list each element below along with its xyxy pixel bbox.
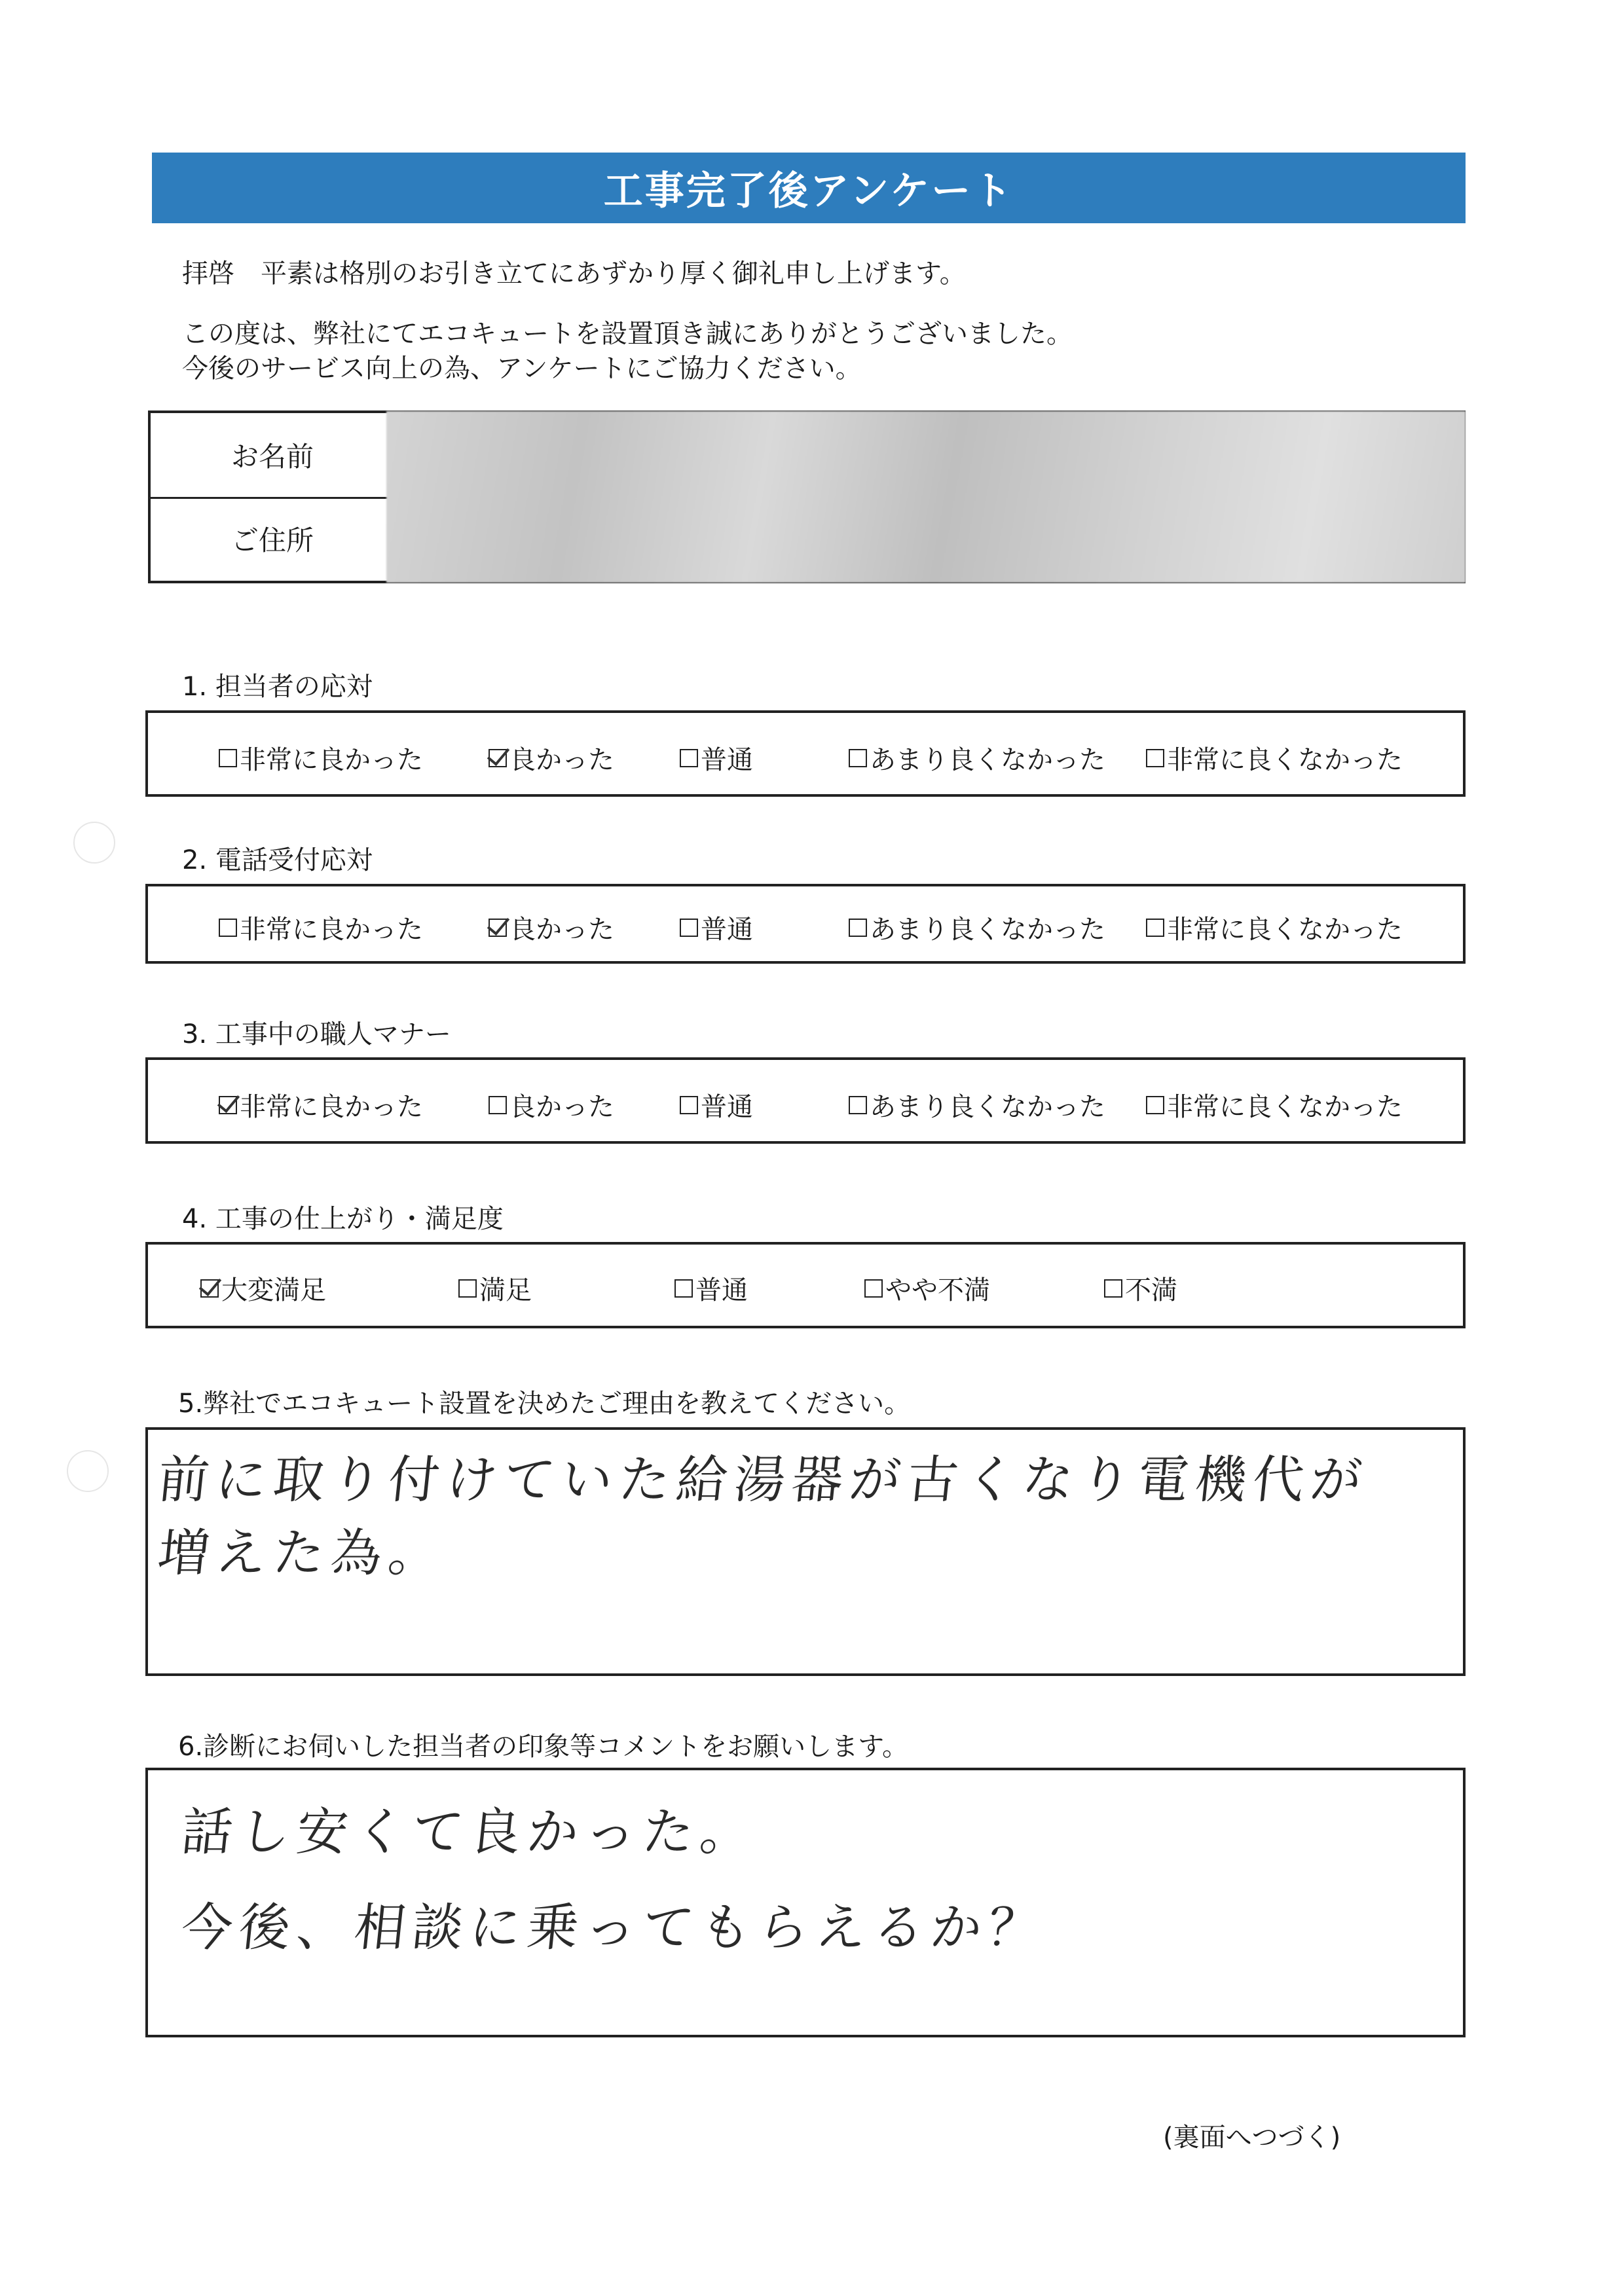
q6-label: 6.診断にお伺いした担当者の印象等コメントをお願いします。 [178, 1732, 908, 1762]
checkbox[interactable] [849, 919, 867, 937]
checkbox[interactable] [849, 1096, 867, 1114]
q1-option-2[interactable]: 良かった [489, 739, 614, 776]
q2-option-3[interactable]: 普通 [680, 909, 753, 946]
checkbox[interactable] [864, 1279, 883, 1298]
q3-option-2[interactable]: 良かった [489, 1086, 614, 1123]
checkbox[interactable] [219, 749, 237, 767]
checkbox-checked[interactable] [489, 749, 507, 767]
checkbox[interactable] [489, 1096, 507, 1114]
q5-handwritten-line-1: 前に取り付けていた給湯器が古くなり電機代が [155, 1451, 1372, 1510]
scan-artifact [67, 1450, 109, 1492]
address-label: ご住所 [151, 497, 396, 581]
intro-line-1: この度は、弊社にてエコキュートを設置頂き誠にありがとうございました。 [182, 319, 1073, 349]
q3-option-5[interactable]: 非常に良くなかった [1146, 1086, 1403, 1123]
checkbox[interactable] [680, 919, 698, 937]
q5-answer-box[interactable] [145, 1427, 1466, 1676]
checkbox[interactable] [1146, 919, 1164, 937]
q3-option-3[interactable]: 普通 [680, 1086, 753, 1123]
q3-label: 3. 工事中の職人マナー [182, 1019, 451, 1049]
q6-handwritten-line-2: 今後、相談に乗ってもらえるか？ [178, 1899, 1050, 1958]
q4-option-2[interactable]: 満足 [458, 1269, 532, 1307]
q1-label: 1. 担当者の応対 [182, 672, 373, 702]
continued-on-back-note: (裏面へつづく) [1163, 2123, 1341, 2153]
checkbox[interactable] [219, 919, 237, 937]
q2-label: 2. 電話受付応対 [182, 845, 373, 875]
q4-option-5[interactable]: 不満 [1104, 1269, 1177, 1307]
intro-line-2: 今後のサービス向上の為、アンケートにご協力ください。 [182, 354, 862, 384]
q3-options-box [145, 1057, 1466, 1144]
q4-label: 4. 工事の仕上がり・満足度 [182, 1204, 504, 1234]
q1-option-5[interactable]: 非常に良くなかった [1146, 739, 1403, 776]
greeting-text: 拝啓 平素は格別のお引き立てにあずかり厚く御礼申し上げます。 [182, 259, 966, 289]
page-title: 工事完了後アンケート [152, 153, 1466, 223]
q1-options-box [145, 710, 1466, 797]
q2-option-2[interactable]: 良かった [489, 909, 614, 946]
q1-option-4[interactable]: あまり良くなかった [849, 739, 1105, 776]
checkbox[interactable] [674, 1279, 693, 1298]
checkbox-checked[interactable] [489, 919, 507, 937]
q2-option-5[interactable]: 非常に良くなかった [1146, 909, 1403, 946]
q4-option-3[interactable]: 普通 [674, 1269, 748, 1307]
checkbox[interactable] [1104, 1279, 1122, 1298]
q4-option-4[interactable]: やや不満 [864, 1269, 990, 1307]
checkbox-checked[interactable] [200, 1279, 219, 1298]
checkbox[interactable] [680, 1096, 698, 1114]
q1-option-1[interactable]: 非常に良かった [219, 739, 423, 776]
scan-artifact [73, 822, 115, 864]
q5-handwritten-line-2: 増えた為。 [155, 1524, 450, 1583]
redacted-personal-info [386, 411, 1466, 583]
checkbox[interactable] [458, 1279, 477, 1298]
q2-options-box [145, 884, 1466, 964]
name-label: お名前 [151, 413, 396, 497]
q4-options-box [145, 1242, 1466, 1328]
checkbox[interactable] [849, 749, 867, 767]
q3-option-1[interactable]: 非常に良かった [219, 1086, 423, 1123]
q2-option-4[interactable]: あまり良くなかった [849, 909, 1105, 946]
checkbox[interactable] [1146, 749, 1164, 767]
q5-label: 5.弊社でエコキュート設置を決めたご理由を教えてください。 [178, 1389, 911, 1419]
checkbox[interactable] [1146, 1096, 1164, 1114]
q1-option-3[interactable]: 普通 [680, 739, 753, 776]
q6-handwritten-line-1: 話し安くて良かった。 [178, 1803, 762, 1862]
checkbox-checked[interactable] [219, 1096, 237, 1114]
q3-option-4[interactable]: あまり良くなかった [849, 1086, 1105, 1123]
q6-answer-box[interactable] [145, 1768, 1466, 2037]
checkbox[interactable] [680, 749, 698, 767]
q4-option-1[interactable]: 大変満足 [200, 1269, 326, 1307]
q2-option-1[interactable]: 非常に良かった [219, 909, 423, 946]
